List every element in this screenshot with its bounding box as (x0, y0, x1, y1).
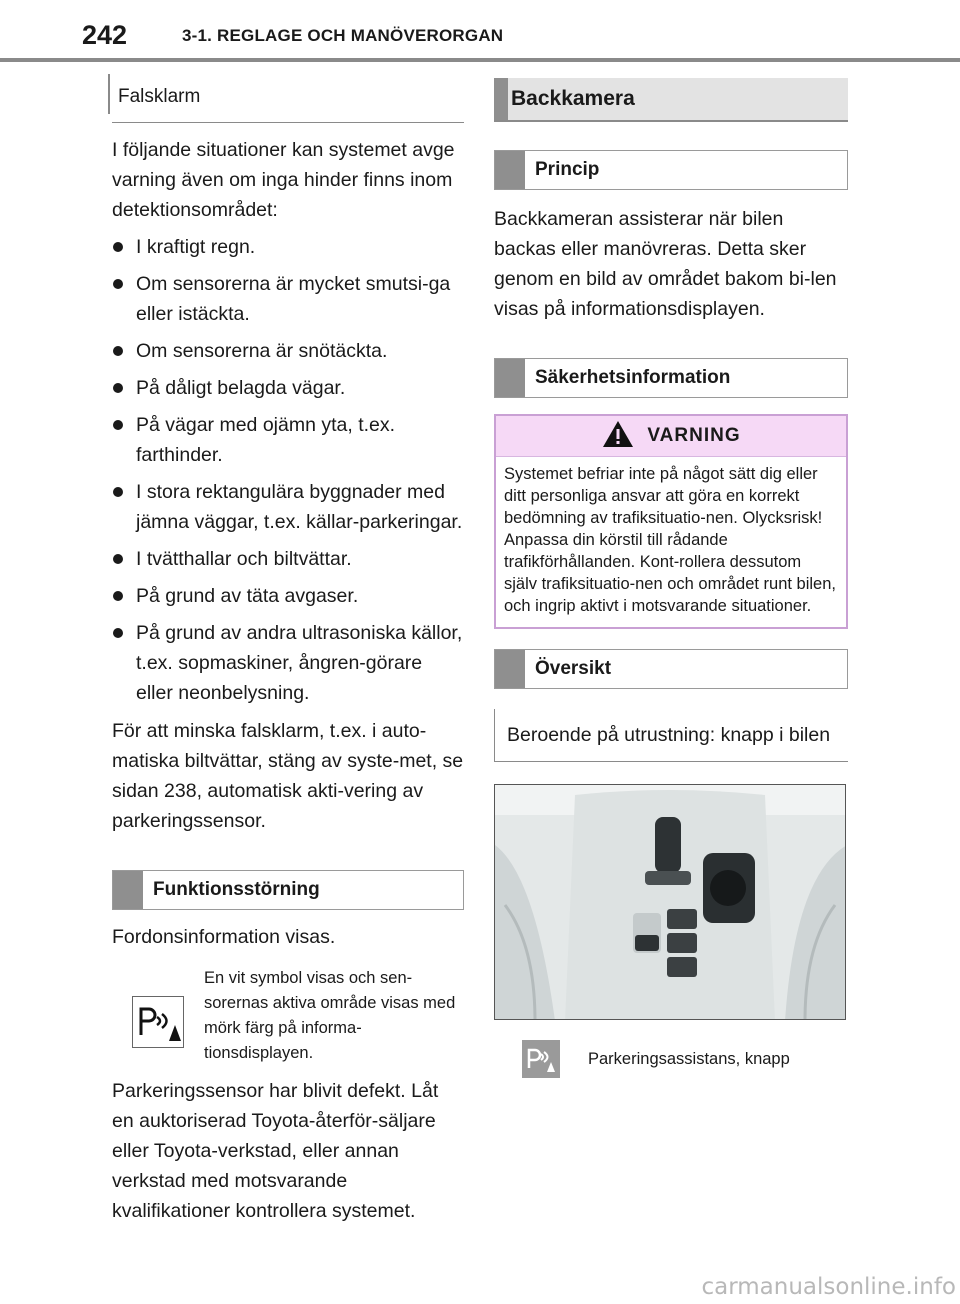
reduce-false-alarm-text: För att minska falsklarm, t.ex. i auto-matiska biltvättar, stäng av syste-met, se sidan 238, automatisk akti-vering av parkeringssensor. (112, 720, 464, 832)
icon-row (112, 966, 464, 1066)
warning-header (496, 416, 846, 457)
list-item: Om sensorerna är snötäckta. (112, 336, 464, 366)
heading-bar (495, 151, 525, 189)
park-sensor-icon (132, 996, 184, 1048)
legend-label: Parkeringsassistans, knapp (588, 1049, 790, 1068)
warning-text: Systemet befriar inte på något sätt dig eller ditt personliga ansvar att göra en korrekt bedömning av trafiksituatio-nen. Olycksrisk! Anpassa din körstil till rådande trafikförhållanden. Kont-rollera dessutom själv trafiksituatio-nen och området runt bilen, och ingrip aktivt i motsvarande situationer. (504, 465, 836, 615)
list-item: På vägar med ojämn yta, t.ex. farthinder. (112, 410, 464, 470)
heading-bar (495, 359, 525, 397)
chapter-title: 3-1. REGLAGE OCH MANÖVERORGAN (182, 26, 504, 45)
park-assist-button-icon (522, 1040, 560, 1078)
principle-heading-label: Princip (535, 159, 600, 180)
falsklarm-intro: I följande situationer kan systemet avge varning även om inga hinder finns inom detektionsområdet: (112, 139, 455, 221)
safety-heading-label: Säkerhetsinformation (535, 367, 731, 388)
defect-text: Parkeringssensor har blivit defekt. Låt en auktoriserad Toyota-återför-säljare eller Toyota-verkstad, eller annan verkstad med motsvarande kvalifikationer kontrollera systemet. (112, 1080, 439, 1222)
list-item: I stora rektangulära byggnader med jämna väggar, t.ex. källar-parkeringar. (112, 477, 464, 537)
legend-row (522, 1040, 848, 1078)
backkamera-heading (494, 78, 848, 122)
malfunction-heading-label: Funktionsstörning (153, 879, 320, 900)
header-rule (0, 58, 960, 62)
left-column (112, 74, 464, 1226)
heading-bar (494, 78, 508, 120)
page-number: 242 (82, 20, 128, 50)
vehicle-info-text: Fordonsinformation visas. (112, 926, 336, 948)
list-item: Om sensorerna är mycket smutsi-ga eller istäckta. (112, 269, 464, 329)
list-item: På grund av täta avgaser. (112, 581, 464, 611)
safety-heading (494, 358, 848, 398)
principle-heading (494, 150, 848, 190)
list-item: I kraftigt regn. (112, 232, 464, 262)
backkamera-heading-label: Backkamera (511, 87, 635, 110)
list-item: På grund av andra ultrasoniska källor, t.ex. sopmaskiner, ångren-görare eller neonbelysning. (112, 618, 464, 708)
falsklarm-heading: Falsklarm (112, 74, 464, 123)
overview-heading-label: Översikt (535, 658, 612, 679)
right-column (494, 78, 848, 1078)
list-item: På dåligt belagda vägar. (112, 373, 464, 403)
watermark: carmanualsonline.info (701, 1274, 956, 1300)
overview-heading (494, 649, 848, 689)
principle-text: Backkameran assisterar när bilen backas eller manövreras. Detta sker genom en bild av området bakom bi-len visas på informationsdisplayen. (494, 208, 837, 320)
heading-bar (113, 871, 143, 909)
heading-bar (495, 650, 525, 688)
warning-triangle-icon (601, 419, 635, 454)
falsklarm-list (112, 232, 464, 708)
warning-box (494, 414, 848, 629)
overview-text: Beroende på utrustning: knapp i bilen (494, 709, 848, 762)
malfunction-heading (112, 870, 464, 910)
warning-title: VARNING (647, 425, 741, 446)
icon-note: En vit symbol visas och sen-sorernas aktiva område visas med mörk färg på informa-tionsdisplayen. (204, 969, 456, 1062)
console-image (494, 784, 846, 1020)
list-item: I tvätthallar och biltvättar. (112, 544, 464, 574)
